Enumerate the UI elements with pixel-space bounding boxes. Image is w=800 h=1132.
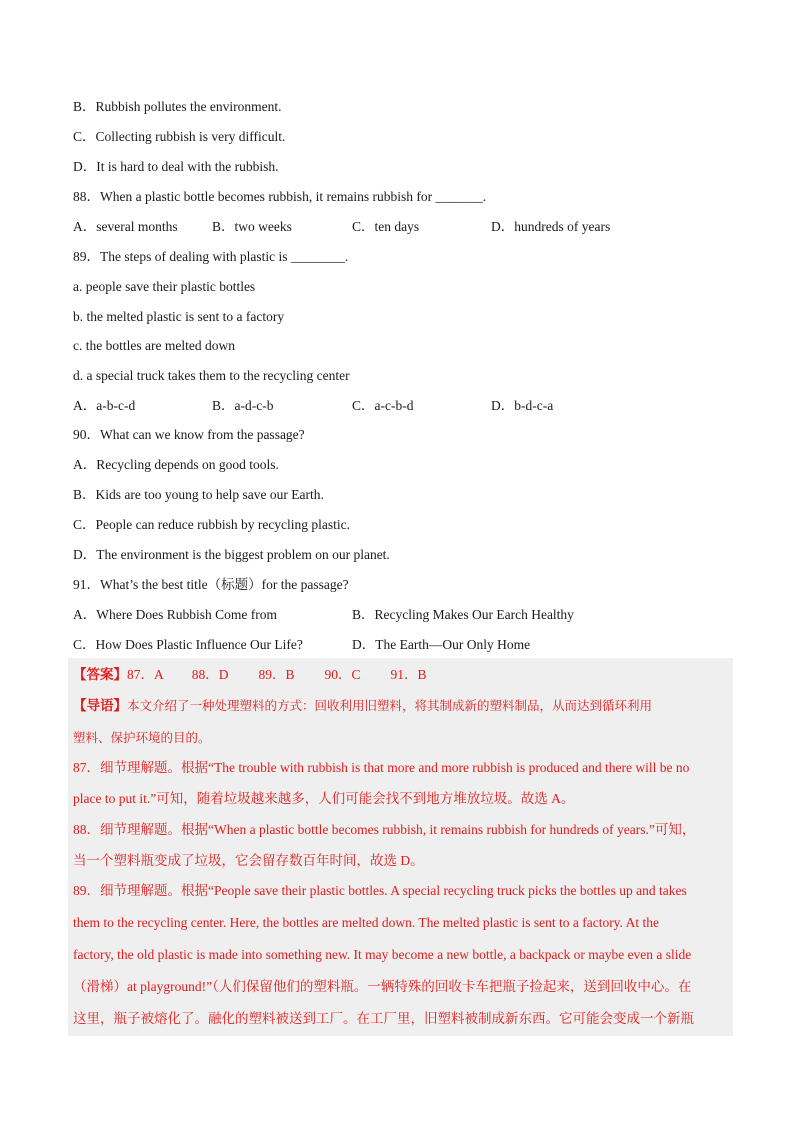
q88-option-c: C．ten days: [352, 219, 420, 234]
answer-90: 90．C: [324, 667, 361, 682]
exp87-line-1: 87．细节理解题。根据“The trouble with rubbish is that more and more rubbish is produced and there will be no: [73, 760, 690, 775]
q91-option-a: A．Where Does Rubbish Come from: [73, 607, 277, 622]
guide-line-1: [73, 697, 652, 715]
q90-option-a: A．Recycling depends on good tools.: [73, 457, 279, 472]
answer-91: 91．B: [390, 667, 427, 682]
q90-option-c: C．People can reduce rubbish by recycling plastic.: [73, 517, 351, 532]
exp89-line-2: them to the recycling center. Here, the bottles are melted down. The melted plastic is sent to a factory. At the: [73, 915, 659, 930]
answer-89: 89．B: [258, 667, 295, 682]
exp88-line-2: 当一个塑料瓶变成了垃圾，它会留存数百年时间，故选 D。: [73, 853, 424, 868]
q91-option-d: D．The Earth—Our Only Home: [352, 637, 531, 652]
q89-step-c: c. the bottles are melted down: [73, 338, 235, 353]
exp89-line-5: 这里，瓶子被熔化了。融化的塑料被送到工厂。在工厂里，旧塑料被制成新东西。它可能会变成一个新瓶: [73, 1011, 694, 1026]
q89-step-a: a. people save their plastic bottles: [73, 279, 256, 294]
q91-stem: 91．What’s the best title（标题）for the passage?: [73, 577, 349, 592]
q88-option-d: D．hundreds of years: [491, 219, 611, 234]
q88-option-b: B．two weeks: [212, 219, 292, 234]
q90-option-b: B．Kids are too young to help save our Earth.: [73, 487, 324, 502]
q87-option-c: C．Collecting rubbish is very difficult.: [73, 129, 286, 144]
guide-line-2: 塑料、保护环境的目的。: [73, 730, 211, 745]
q90-option-d: D．The environment is the biggest problem on our planet.: [73, 547, 390, 562]
answer-line: [73, 666, 427, 684]
q87-option-b: B．Rubbish pollutes the environment.: [73, 99, 282, 114]
exp89-line-1: 89．细节理解题。根据“People save their plastic bottles. A special recycling truck picks the bottles up and takes: [73, 883, 687, 898]
exp88-line-1: 88．细节理解题。根据“When a plastic bottle becomes rubbish, it remains rubbish for hundreds of years.”可知，: [73, 822, 696, 837]
answer-label: 【答案】: [73, 667, 127, 682]
exp87-line-2: place to put it.”可知，随着垃圾越来越多，人们可能会找不到地方堆放垃圾。故选 A。: [73, 791, 575, 806]
exp89-line-4: （滑梯）at playground!”（人们保留他们的塑料瓶。一辆特殊的回收卡车把瓶子捡起来，送到回收中心。在: [73, 979, 692, 994]
guide-text-1: 本文介绍了一种处理塑料的方式：回收利用旧塑料，将其制成新的塑料制品，从而达到循环利用: [127, 698, 653, 713]
answer-87: 87．A: [127, 667, 164, 682]
q88-stem: 88．When a plastic bottle becomes rubbish, it remains rubbish for _______.: [73, 189, 487, 204]
exp89-line-3: factory, the old plastic is made into something new. It may become a new bottle, a backpack or maybe even a slide: [73, 947, 692, 962]
q89-step-d: d. a special truck takes them to the recycling center: [73, 368, 350, 383]
q89-option-c: C．a-c-b-d: [352, 398, 414, 413]
q89-stem: 89．The steps of dealing with plastic is ________.: [73, 249, 349, 264]
q91-option-b: B．Recycling Makes Our Earch Healthy: [352, 607, 574, 622]
answer-88: 88．D: [191, 667, 229, 682]
q90-stem: 90．What can we know from the passage?: [73, 427, 305, 442]
q89-option-a: A．a-b-c-d: [73, 398, 136, 413]
q89-step-b: b. the melted plastic is sent to a factory: [73, 309, 285, 324]
q88-option-a: A．several months: [73, 219, 178, 234]
guide-label: 【导语】: [73, 698, 127, 713]
q87-option-d: D．It is hard to deal with the rubbish.: [73, 159, 279, 174]
q91-option-c: C．How Does Plastic Influence Our Life?: [73, 637, 303, 652]
q89-option-b: B．a-d-c-b: [212, 398, 274, 413]
q89-option-d: D．b-d-c-a: [491, 398, 554, 413]
